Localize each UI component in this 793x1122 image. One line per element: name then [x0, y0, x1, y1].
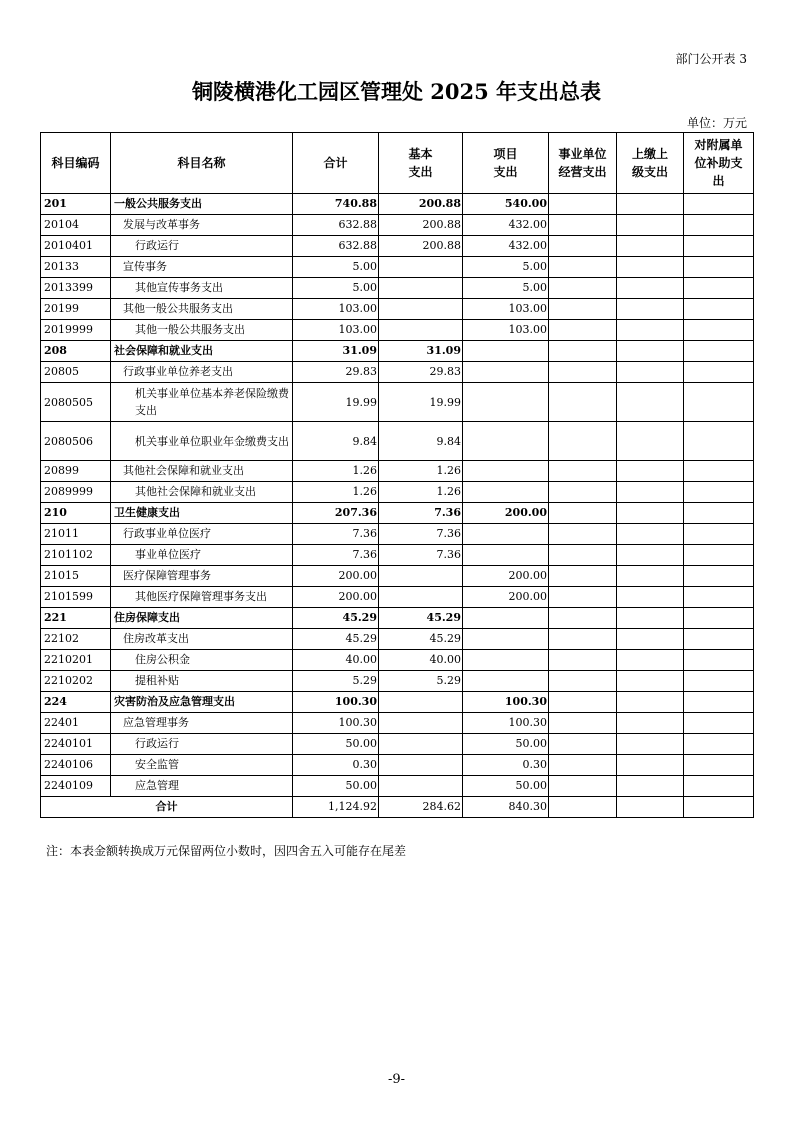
subsidiary-cell [684, 629, 754, 650]
business-expense-cell [549, 650, 617, 671]
subject-code-cell: 2010401 [41, 236, 111, 257]
column-header: 事业单位 经营支出 [549, 133, 617, 194]
upper-level-cell [617, 236, 684, 257]
subject-code-cell: 2089999 [41, 482, 111, 503]
project-expense-cell: 200.00 [463, 587, 549, 608]
subject-code-cell: 201 [41, 194, 111, 215]
project-expense-cell: 432.00 [463, 236, 549, 257]
upper-level-cell [617, 608, 684, 629]
subject-name-cell: 医疗保障管理事务 [111, 566, 293, 587]
table-row [41, 278, 754, 299]
total-cell: 40.00 [293, 650, 379, 671]
basic-expense-cell: 19.99 [379, 383, 463, 422]
upper-level-cell [617, 482, 684, 503]
total-cell: 632.88 [293, 236, 379, 257]
business-expense-cell [549, 503, 617, 524]
subsidiary-cell [684, 215, 754, 236]
basic-expense-cell: 7.36 [379, 503, 463, 524]
page-title: 铜陵横港化工园区管理处 2025 年支出总表 [191, 79, 602, 104]
total-cell: 5.00 [293, 257, 379, 278]
business-expense-cell [549, 734, 617, 755]
subject-code-cell: 2013399 [41, 278, 111, 299]
subject-code-cell: 2240101 [41, 734, 111, 755]
business-expense-cell [549, 320, 617, 341]
business-expense-cell [549, 629, 617, 650]
table-body [41, 194, 754, 818]
subject-code-cell: 2210201 [41, 650, 111, 671]
basic-expense-cell [379, 299, 463, 320]
project-expense-cell: 100.30 [463, 692, 549, 713]
subject-code-cell: 2019999 [41, 320, 111, 341]
subsidiary-cell [684, 692, 754, 713]
upper-level-cell [617, 629, 684, 650]
upper-level-cell [617, 422, 684, 461]
column-header: 科目编码 [41, 133, 111, 194]
subject-name-cell: 发展与改革事务 [111, 215, 293, 236]
subject-code-cell: 221 [41, 608, 111, 629]
table-row [41, 503, 754, 524]
subsidiary-cell [684, 257, 754, 278]
table-row [41, 362, 754, 383]
project-expense-cell: 103.00 [463, 320, 549, 341]
subject-name-cell: 灾害防治及应急管理支出 [111, 692, 293, 713]
basic-expense-cell: 7.36 [379, 545, 463, 566]
business-expense-cell [549, 671, 617, 692]
subject-name-cell: 安全监管 [111, 755, 293, 776]
subject-name-cell: 其他社会保障和就业支出 [111, 461, 293, 482]
subsidiary-cell [684, 776, 754, 797]
business-expense-cell [549, 545, 617, 566]
project-expense-cell: 100.30 [463, 713, 549, 734]
grand-project-cell: 840.30 [463, 797, 549, 818]
subsidiary-cell [684, 383, 754, 422]
basic-expense-cell: 1.26 [379, 461, 463, 482]
project-expense-cell: 200.00 [463, 503, 549, 524]
table-row [41, 320, 754, 341]
subject-code-cell: 2101102 [41, 545, 111, 566]
business-expense-cell [549, 257, 617, 278]
total-cell: 31.09 [293, 341, 379, 362]
upper-level-cell [617, 650, 684, 671]
basic-expense-cell: 29.83 [379, 362, 463, 383]
project-expense-cell [463, 671, 549, 692]
subsidiary-cell [684, 320, 754, 341]
project-expense-cell [463, 629, 549, 650]
total-cell: 100.30 [293, 713, 379, 734]
subject-code-cell: 20133 [41, 257, 111, 278]
basic-expense-cell [379, 713, 463, 734]
table-header-row [41, 133, 754, 194]
subject-code-cell: 208 [41, 341, 111, 362]
upper-level-cell [617, 671, 684, 692]
basic-expense-cell [379, 692, 463, 713]
table-row [41, 524, 754, 545]
subject-name-cell: 社会保障和就业支出 [111, 341, 293, 362]
upper-level-cell [617, 257, 684, 278]
table-row [41, 482, 754, 503]
subsidiary-cell [684, 671, 754, 692]
subject-code-cell: 20104 [41, 215, 111, 236]
subsidiary-cell [684, 236, 754, 257]
table-row [41, 257, 754, 278]
table-row [41, 236, 754, 257]
subsidiary-cell [684, 503, 754, 524]
subsidiary-cell [684, 608, 754, 629]
subject-code-cell: 20199 [41, 299, 111, 320]
page-tag: 部门公开表 3 [675, 52, 747, 66]
subject-name-cell: 机关事业单位职业年金缴费支出 [111, 422, 293, 461]
upper-level-cell [617, 341, 684, 362]
total-cell: 7.36 [293, 524, 379, 545]
subject-code-cell: 21011 [41, 524, 111, 545]
table-row [41, 299, 754, 320]
page-number: -9- [387, 1072, 406, 1087]
business-expense-cell [549, 236, 617, 257]
subject-code-cell: 2080506 [41, 422, 111, 461]
table-row [41, 587, 754, 608]
upper-level-cell [617, 320, 684, 341]
table-row [41, 566, 754, 587]
subject-code-cell: 2240109 [41, 776, 111, 797]
upper-level-cell [617, 713, 684, 734]
basic-expense-cell: 200.88 [379, 194, 463, 215]
total-row [41, 797, 754, 818]
subsidiary-cell [684, 545, 754, 566]
business-expense-cell [549, 482, 617, 503]
subsidiary-cell [684, 755, 754, 776]
grand-basic-cell: 284.62 [379, 797, 463, 818]
total-cell: 1.26 [293, 482, 379, 503]
basic-expense-cell [379, 320, 463, 341]
basic-expense-cell: 9.84 [379, 422, 463, 461]
business-expense-cell [549, 524, 617, 545]
upper-level-cell [617, 362, 684, 383]
total-cell: 5.00 [293, 278, 379, 299]
project-expense-cell [463, 422, 549, 461]
subject-name-cell: 行政运行 [111, 734, 293, 755]
project-expense-cell: 50.00 [463, 776, 549, 797]
subject-name-cell: 应急管理事务 [111, 713, 293, 734]
table-row [41, 692, 754, 713]
total-cell: 200.00 [293, 566, 379, 587]
subject-name-cell: 其他一般公共服务支出 [111, 320, 293, 341]
subsidiary-cell [684, 194, 754, 215]
basic-expense-cell [379, 278, 463, 299]
subject-name-cell: 一般公共服务支出 [111, 194, 293, 215]
table-row [41, 422, 754, 461]
subject-name-cell: 行政事业单位养老支出 [111, 362, 293, 383]
upper-level-cell [617, 524, 684, 545]
subject-name-cell: 其他医疗保障管理事务支出 [111, 587, 293, 608]
upper-level-cell [617, 503, 684, 524]
upper-level-cell [617, 545, 684, 566]
total-cell: 1.26 [293, 461, 379, 482]
grand-business-cell [549, 797, 617, 818]
total-label: 合计 [41, 797, 293, 818]
table-row [41, 629, 754, 650]
subject-name-cell: 宣传事务 [111, 257, 293, 278]
project-expense-cell: 432.00 [463, 215, 549, 236]
basic-expense-cell [379, 257, 463, 278]
subject-code-cell: 2240106 [41, 755, 111, 776]
upper-level-cell [617, 215, 684, 236]
upper-level-cell [617, 566, 684, 587]
basic-expense-cell: 31.09 [379, 341, 463, 362]
total-cell: 632.88 [293, 215, 379, 236]
column-header: 科目名称 [111, 133, 293, 194]
subsidiary-cell [684, 566, 754, 587]
project-expense-cell [463, 341, 549, 362]
business-expense-cell [549, 194, 617, 215]
project-expense-cell [463, 650, 549, 671]
basic-expense-cell: 1.26 [379, 482, 463, 503]
table-row [41, 734, 754, 755]
table-row [41, 545, 754, 566]
project-expense-cell: 50.00 [463, 734, 549, 755]
project-expense-cell [463, 362, 549, 383]
subject-name-cell: 提租补贴 [111, 671, 293, 692]
total-cell: 45.29 [293, 608, 379, 629]
column-header: 上缴上 级支出 [617, 133, 684, 194]
upper-level-cell [617, 194, 684, 215]
business-expense-cell [549, 566, 617, 587]
business-expense-cell [549, 461, 617, 482]
table-row [41, 671, 754, 692]
total-cell: 50.00 [293, 734, 379, 755]
table-row [41, 776, 754, 797]
subsidiary-cell [684, 650, 754, 671]
project-expense-cell: 5.00 [463, 257, 549, 278]
business-expense-cell [549, 713, 617, 734]
project-expense-cell [463, 608, 549, 629]
basic-expense-cell: 200.88 [379, 215, 463, 236]
table-row [41, 341, 754, 362]
project-expense-cell: 5.00 [463, 278, 549, 299]
basic-expense-cell: 200.88 [379, 236, 463, 257]
upper-level-cell [617, 383, 684, 422]
subject-name-cell: 行政事业单位医疗 [111, 524, 293, 545]
subsidiary-cell [684, 482, 754, 503]
project-expense-cell: 0.30 [463, 755, 549, 776]
subject-code-cell: 22401 [41, 713, 111, 734]
total-cell: 50.00 [293, 776, 379, 797]
business-expense-cell [549, 215, 617, 236]
basic-expense-cell: 40.00 [379, 650, 463, 671]
expenditure-table [40, 132, 754, 818]
basic-expense-cell [379, 776, 463, 797]
business-expense-cell [549, 692, 617, 713]
subject-name-cell: 事业单位医疗 [111, 545, 293, 566]
subject-code-cell: 2210202 [41, 671, 111, 692]
total-cell: 5.29 [293, 671, 379, 692]
table-row [41, 650, 754, 671]
basic-expense-cell: 7.36 [379, 524, 463, 545]
table-row [41, 461, 754, 482]
subsidiary-cell [684, 299, 754, 320]
subject-code-cell: 2101599 [41, 587, 111, 608]
upper-level-cell [617, 776, 684, 797]
total-cell: 0.30 [293, 755, 379, 776]
subsidiary-cell [684, 422, 754, 461]
project-expense-cell [463, 545, 549, 566]
subject-code-cell: 20805 [41, 362, 111, 383]
grand-subsidiary-cell [684, 797, 754, 818]
subject-name-cell: 机关事业单位基本养老保险缴费支出 [111, 383, 293, 422]
footnote: 注：本表金额转换成万元保留两位小数时，因四舍五入可能存在尾差 [46, 844, 407, 858]
subsidiary-cell [684, 713, 754, 734]
table-row [41, 194, 754, 215]
business-expense-cell [549, 362, 617, 383]
subject-code-cell: 22102 [41, 629, 111, 650]
subject-code-cell: 224 [41, 692, 111, 713]
subsidiary-cell [684, 734, 754, 755]
basic-expense-cell [379, 587, 463, 608]
business-expense-cell [549, 587, 617, 608]
column-header: 基本 支出 [379, 133, 463, 194]
unit-label: 单位：万元 [686, 116, 747, 130]
subsidiary-cell [684, 524, 754, 545]
project-expense-cell [463, 383, 549, 422]
subject-name-cell: 卫生健康支出 [111, 503, 293, 524]
project-expense-cell: 540.00 [463, 194, 549, 215]
upper-level-cell [617, 734, 684, 755]
subject-name-cell: 住房保障支出 [111, 608, 293, 629]
basic-expense-cell [379, 755, 463, 776]
project-expense-cell [463, 482, 549, 503]
subject-name-cell: 应急管理 [111, 776, 293, 797]
table-row [41, 608, 754, 629]
basic-expense-cell: 45.29 [379, 629, 463, 650]
business-expense-cell [549, 422, 617, 461]
business-expense-cell [549, 755, 617, 776]
project-expense-cell [463, 461, 549, 482]
grand-total-cell: 1,124.92 [293, 797, 379, 818]
subsidiary-cell [684, 587, 754, 608]
subject-name-cell: 其他社会保障和就业支出 [111, 482, 293, 503]
business-expense-cell [549, 278, 617, 299]
total-cell: 100.30 [293, 692, 379, 713]
total-cell: 19.99 [293, 383, 379, 422]
column-header: 合计 [293, 133, 379, 194]
table-row [41, 755, 754, 776]
subsidiary-cell [684, 461, 754, 482]
business-expense-cell [549, 383, 617, 422]
total-cell: 103.00 [293, 299, 379, 320]
business-expense-cell [549, 341, 617, 362]
table-row [41, 713, 754, 734]
total-cell: 9.84 [293, 422, 379, 461]
subject-code-cell: 21015 [41, 566, 111, 587]
upper-level-cell [617, 587, 684, 608]
upper-level-cell [617, 278, 684, 299]
business-expense-cell [549, 776, 617, 797]
table-row [41, 215, 754, 236]
subsidiary-cell [684, 278, 754, 299]
subject-name-cell: 住房公积金 [111, 650, 293, 671]
basic-expense-cell: 45.29 [379, 608, 463, 629]
subsidiary-cell [684, 341, 754, 362]
subject-code-cell: 2080505 [41, 383, 111, 422]
project-expense-cell: 200.00 [463, 566, 549, 587]
total-cell: 45.29 [293, 629, 379, 650]
grand-upper-cell [617, 797, 684, 818]
column-header: 项目 支出 [463, 133, 549, 194]
subject-name-cell: 其他宣传事务支出 [111, 278, 293, 299]
table-row [41, 383, 754, 422]
project-expense-cell: 103.00 [463, 299, 549, 320]
basic-expense-cell: 5.29 [379, 671, 463, 692]
subject-name-cell: 其他一般公共服务支出 [111, 299, 293, 320]
upper-level-cell [617, 461, 684, 482]
subject-code-cell: 20899 [41, 461, 111, 482]
total-cell: 7.36 [293, 545, 379, 566]
upper-level-cell [617, 299, 684, 320]
basic-expense-cell [379, 566, 463, 587]
total-cell: 207.36 [293, 503, 379, 524]
project-expense-cell [463, 524, 549, 545]
upper-level-cell [617, 755, 684, 776]
subject-name-cell: 行政运行 [111, 236, 293, 257]
column-header: 对附属单 位补助支 出 [684, 133, 754, 194]
subject-code-cell: 210 [41, 503, 111, 524]
total-cell: 200.00 [293, 587, 379, 608]
business-expense-cell [549, 299, 617, 320]
total-cell: 29.83 [293, 362, 379, 383]
business-expense-cell [549, 608, 617, 629]
subsidiary-cell [684, 362, 754, 383]
total-cell: 103.00 [293, 320, 379, 341]
upper-level-cell [617, 692, 684, 713]
subject-name-cell: 住房改革支出 [111, 629, 293, 650]
total-cell: 740.88 [293, 194, 379, 215]
basic-expense-cell [379, 734, 463, 755]
